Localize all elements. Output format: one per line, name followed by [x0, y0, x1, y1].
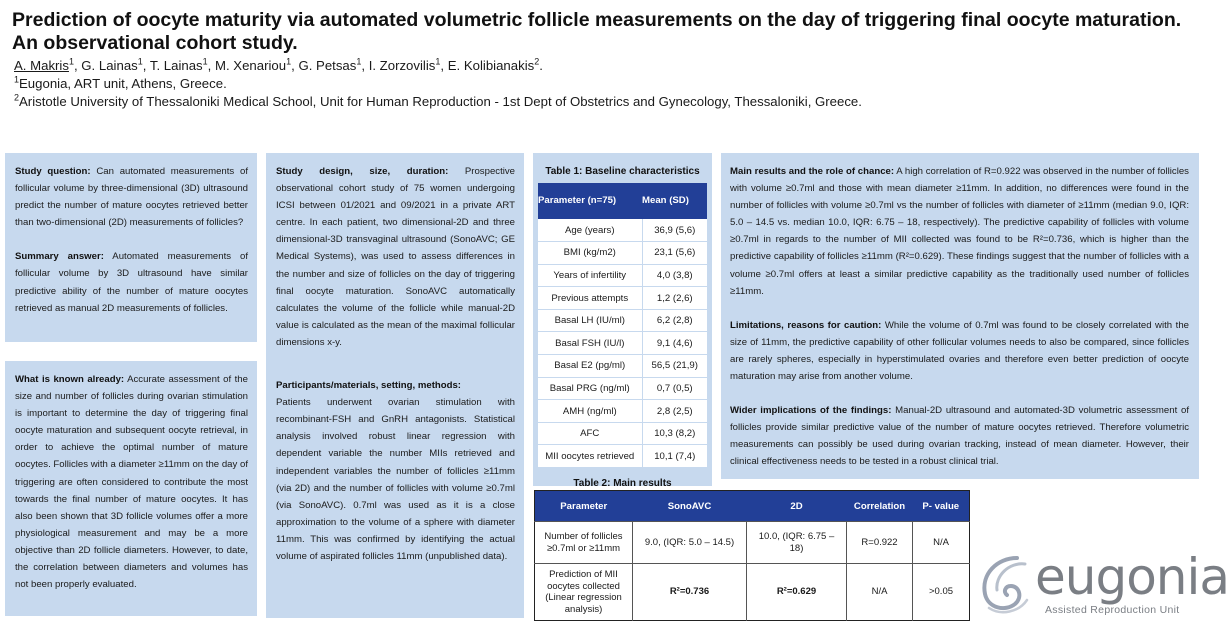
table1-box [533, 153, 712, 490]
table-row: AFC 10,3 (8,2) [538, 422, 707, 445]
known-already-box [5, 361, 257, 616]
table-row: Number of follicles ≥0.7ml or ≥11mm 9.0, (IQR: 5.0 – 14.5) 10.0, (IQR: 6.75 – 18) R=0.922 N/A [535, 522, 970, 564]
table2-header: 2D [747, 491, 847, 522]
affiliation-2: $^2$Aristotle University of Thessaloniki Medical School, Unit for Human Reproduction - 1st Dept of Obstetrics and Gynecology, Thessaloniki, Greece. [14, 92, 862, 109]
affiliation-1: $^1$Eugonia, ART unit, Athens, Greece. [14, 74, 227, 91]
table2-header: Correlation [847, 491, 913, 522]
table-row: BMI (kg/m2) 23,1 (5,6) [538, 242, 707, 265]
baseline-table [538, 183, 707, 468]
results-box [721, 153, 1199, 479]
poster-title: Prediction of oocyte maturity via automated volumetric follicle measurements on the day of triggering final oocyte maturation. An observational cohort study. [12, 9, 1182, 54]
table-row: Years of infertility 4,0 (3,8) [538, 264, 707, 287]
swirl-logo-icon [975, 550, 1037, 616]
author-name: G. Petsas [298, 58, 357, 73]
table-row: Basal FSH (IU/l) 9,1 (4,6) [538, 332, 707, 355]
table2-title: Table 2: Main results [573, 478, 672, 490]
study-question-box [5, 153, 257, 342]
table-row: Basal E2 (pg/ml) 56,5 (21,9) [538, 355, 707, 378]
author-list: A. Makris$^1$, G. Lainas$^1$, T. Lainas$^1$, M. Xenariou$^1$, G. Petsas$^1$, I. Zorzovilis$^1$, E. Kolibianakis$^2$. [14, 56, 543, 73]
table1-title: Table 1: Baseline characteristics [545, 166, 700, 177]
author-name: A. Makris [14, 58, 69, 73]
table-row: Previous attempts 1,2 (2,6) [538, 287, 707, 310]
logo-wordmark: eugonia [1035, 548, 1229, 606]
author-name: T. Lainas [149, 58, 203, 73]
table-row: Basal PRG (ng/ml) 0,7 (0,5) [538, 377, 707, 400]
table-row: Prediction of MII oocytes collected (Linear regression analysis) R²=0.736 R²=0.629 N/A >0.05 [535, 564, 970, 621]
table1-header: Parameter (n=75) [538, 183, 642, 219]
participants-text: Patients underwent ovarian stimulation with recombinant-FSH and GnRH antagonists. Statistical analysis involved robust linear regression with dependent variable the number MIIs retrieved and independent variables the number of follicles ≥11mm (via 2D) and the number of follicles with volume ≥0.7ml (via SonoAVC). 0.7ml was used as it is a close approximation to the volume of a sphere with diameter 11mm. This was confirmed by identifying the actual volume of aspirated follicles 11mm (unpublished data). [276, 397, 515, 562]
main-results-table [534, 490, 970, 621]
study-design: Study design, size, duration: Prospective observational cohort study of 75 women undergoing ICSI between 01/2021 and 09/2021 in a private ART centre. In each patient, two dimensional-2D and three dimensional-3D transvaginal ultrasound (SonoAVC; GE Medical Systems), was used to assess differences in the number and size of follicles on the day of triggering final oocyte maturation. SonoAVC automatically calculates the volume of the follicle while manual-2D value is calculated as the mean of the maximal follicular dimensions x-y. [276, 166, 516, 348]
table2-header: P- value [913, 491, 970, 522]
table2-header: Parameter [535, 491, 633, 522]
table2-header: SonoAVC [633, 491, 747, 522]
table-row: MII oocytes retrieved 10,1 (7,4) [538, 445, 707, 468]
wider-implications: Wider implications of the findings: Manual-2D ultrasound and automated-3D volumetric assessment of follicles provide similar predictive value of the number of mature oocytes retrieved. Therefore volumetric measurements can possibly be used during ovarian tracking, instead of mean diameter. However, their clinical effectiveness needs to be tested in a robust clinical trial. [730, 405, 1189, 468]
main-results: Main results and the role of chance: A high correlation of R=0.922 was observed in the number of follicles with volume ≥0.7ml and those with mean diameter ≥11mm. In addition, no differences were found in the number of follicles with volume ≥0.7ml vs the number of follicles with diameter of ≥11mm (median 9.0, IQR: 5.0 – 14.5 vs. median 10.0, IQR: 6.75 – 18, respectively). The predictive capability of follicles with volume ≥0.7ml in regards to the number of MII collected was found to be R²=0.736, which is higher than the predictive capability of follicles ≥11mm (R²=0.629). These findings suggest that the number of follicles with a volume ≥0.7ml offers at least a similar predictive capability as the traditionally used number of follicles ≥11mm. [730, 166, 1189, 297]
logo-subtitle: Assisted Reproduction Unit [1045, 604, 1180, 616]
known-already: What is known already: Accurate assessment of the size and number of follicles during ovarian stimulation is important to determine the day of triggering final oocyte maturation and subsequent oocyte retrieval, in order to achieve the optimal number of mature oocytes. Follicles with a diameter ≥11mm on the day of triggering are often considered to contribute the most towards the final number of mature oocytes. It has also been shown that 3D follicle volumes offer a more physiological measurement and may be a more objective than 2D follicle diameters. However, to date, the correlation between diameters and volumes has not been properly evaluated. [15, 374, 248, 591]
participants-methods: Participants/materials, setting, methods: [276, 380, 461, 392]
table-row: Basal LH (IU/ml) 6,2 (2,8) [538, 309, 707, 332]
author-name: I. Zorzovilis [368, 58, 436, 73]
summary-answer: Summary answer: Automated measurements of follicular volume by 3D ultrasound have similar predictive ability of the number of mature oocytes retrieved as manual 2D measurements of follicles. [15, 251, 248, 314]
author-name: E. Kolibianakis [447, 58, 535, 73]
author-name: M. Xenariou [214, 58, 287, 73]
table-row: AMH (ng/ml) 2,8 (2,5) [538, 400, 707, 423]
eugonia-logo [975, 548, 1229, 620]
table-row: Age (years) 36,9 (5,6) [538, 219, 707, 242]
study-question: Study question: Can automated measurements of follicular volume by three-dimensional (3D) ultrasound predict the number of mature oocytes retrieved better than two-dimensional (2D) measurements of follicles? [15, 166, 248, 229]
author-name: G. Lainas [81, 58, 138, 73]
design-methods-box [266, 153, 524, 618]
table1-header: Mean (SD) [642, 183, 707, 219]
limitations: Limitations, reasons for caution: While the volume of 0.7ml was found to be closely correlated with the size of 11mm, the predictive capability of other follicular volumes needs to also be compared, since follicles are rarely spheres, especially in hyperstimulated ovaries and therefore even better prediction of oocyte maturation may arise from another volume. [730, 319, 1189, 383]
